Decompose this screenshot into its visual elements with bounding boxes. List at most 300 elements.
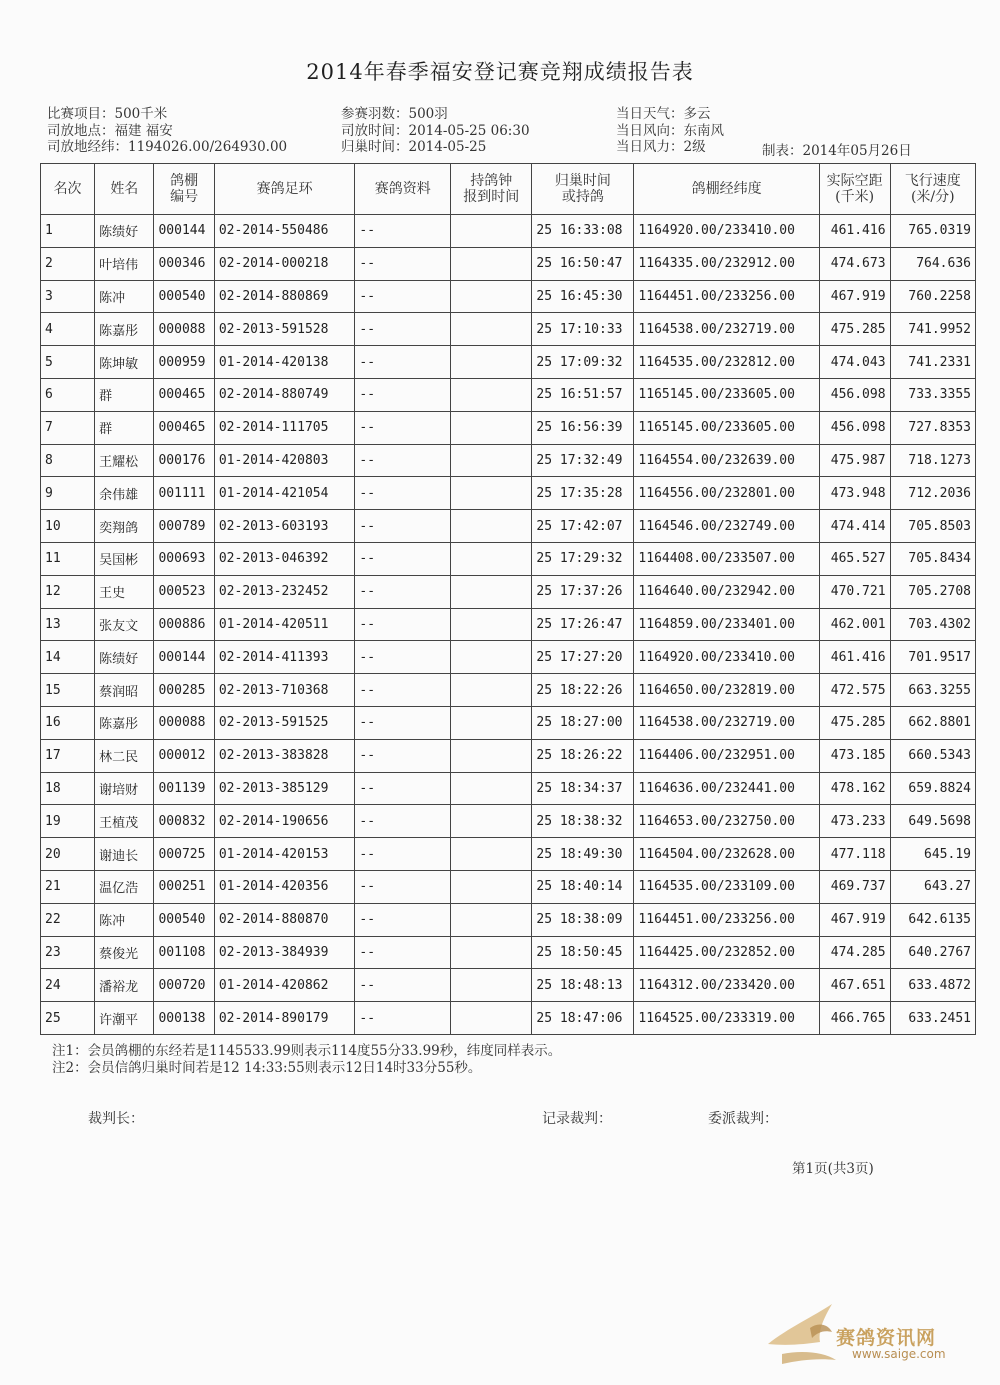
cell-pigeon-info: --	[355, 215, 451, 248]
cell-loft-coords: 1164653.00/232750.00	[634, 805, 819, 838]
header-loft-id: 鸽棚 编号	[154, 164, 214, 215]
cell-loft-id: 000725	[154, 838, 214, 871]
cell-clock-time	[451, 411, 532, 444]
table-row	[41, 247, 976, 280]
cell-rank: 18	[41, 772, 95, 805]
cell-speed: 633.2451	[890, 1002, 975, 1035]
table-row	[41, 772, 976, 805]
cell-rank: 17	[41, 739, 95, 772]
cell-ring: 02-2014-000218	[214, 247, 355, 280]
cell-distance: 474.043	[819, 346, 890, 379]
cell-clock-time	[451, 247, 532, 280]
header-name: 姓名	[95, 164, 154, 215]
cell-distance: 466.765	[819, 1002, 890, 1035]
cell-rank: 10	[41, 510, 95, 543]
cell-clock-time	[451, 346, 532, 379]
cell-clock-time	[451, 280, 532, 313]
cell-pigeon-info: --	[355, 575, 451, 608]
table-row	[41, 542, 976, 575]
cell-name: 张友文	[95, 608, 154, 641]
cell-return-time: 25 16:51:57	[532, 378, 634, 411]
cell-speed: 643.27	[890, 870, 975, 903]
cell-speed: 718.1273	[890, 444, 975, 477]
cell-ring: 02-2014-550486	[214, 215, 355, 248]
table-row	[41, 838, 976, 871]
cell-clock-time	[451, 542, 532, 575]
table-row	[41, 936, 976, 969]
cell-loft-id: 000959	[154, 346, 214, 379]
header-pigeon-info: 赛鸽资料	[355, 164, 451, 215]
cell-rank: 5	[41, 346, 95, 379]
cell-clock-time	[451, 706, 532, 739]
cell-ring: 02-2014-890179	[214, 1002, 355, 1035]
cell-loft-coords: 1165145.00/233605.00	[634, 378, 819, 411]
cell-name: 林二民	[95, 739, 154, 772]
cell-speed: 741.2331	[890, 346, 975, 379]
cell-pigeon-info: --	[355, 542, 451, 575]
cell-name: 陈坤敏	[95, 346, 154, 379]
cell-pigeon-info: --	[355, 247, 451, 280]
cell-clock-time	[451, 870, 532, 903]
cell-loft-id: 000465	[154, 378, 214, 411]
cell-loft-coords: 1164538.00/232719.00	[634, 706, 819, 739]
header-speed: 飞行速度 (米/分)	[890, 164, 975, 215]
cell-loft-coords: 1164451.00/233256.00	[634, 280, 819, 313]
table-row	[41, 706, 976, 739]
table-row	[41, 280, 976, 313]
cell-clock-time	[451, 510, 532, 543]
cell-clock-time	[451, 838, 532, 871]
cell-rank: 20	[41, 838, 95, 871]
cell-rank: 6	[41, 378, 95, 411]
cell-distance: 475.285	[819, 706, 890, 739]
cell-loft-coords: 1164451.00/233256.00	[634, 903, 819, 936]
cell-distance: 477.118	[819, 838, 890, 871]
cell-speed: 642.6135	[890, 903, 975, 936]
cell-loft-id: 000789	[154, 510, 214, 543]
cell-return-time: 25 16:56:39	[532, 411, 634, 444]
cell-distance: 475.987	[819, 444, 890, 477]
cell-distance: 467.919	[819, 280, 890, 313]
cell-rank: 12	[41, 575, 95, 608]
cell-speed: 701.9517	[890, 641, 975, 674]
table-row	[41, 608, 976, 641]
cell-ring: 02-2014-880869	[214, 280, 355, 313]
made-date: 制表：2014年05月26日	[762, 143, 912, 159]
cell-speed: 712.2036	[890, 477, 975, 510]
cell-speed: 663.3255	[890, 674, 975, 707]
cell-distance: 473.948	[819, 477, 890, 510]
cell-speed: 633.4872	[890, 969, 975, 1002]
cell-ring: 02-2014-190656	[214, 805, 355, 838]
cell-ring: 02-2013-232452	[214, 575, 355, 608]
cell-clock-time	[451, 444, 532, 477]
table-row	[41, 378, 976, 411]
cell-ring: 01-2014-420138	[214, 346, 355, 379]
cell-return-time: 25 16:50:47	[532, 247, 634, 280]
cell-loft-id: 001108	[154, 936, 214, 969]
cell-loft-coords: 1164859.00/233401.00	[634, 608, 819, 641]
table-row	[41, 346, 976, 379]
cell-ring: 02-2014-111705	[214, 411, 355, 444]
cell-return-time: 25 17:42:07	[532, 510, 634, 543]
cell-distance: 470.721	[819, 575, 890, 608]
table-row	[41, 510, 976, 543]
cell-name: 群	[95, 411, 154, 444]
cell-pigeon-info: --	[355, 936, 451, 969]
table-row	[41, 477, 976, 510]
cell-rank: 15	[41, 674, 95, 707]
cell-ring: 02-2013-046392	[214, 542, 355, 575]
table-row	[41, 641, 976, 674]
cell-loft-id: 000540	[154, 903, 214, 936]
cell-rank: 14	[41, 641, 95, 674]
cell-clock-time	[451, 674, 532, 707]
cell-pigeon-info: --	[355, 838, 451, 871]
cell-speed: 662.8801	[890, 706, 975, 739]
cell-return-time: 25 18:38:32	[532, 805, 634, 838]
cell-loft-id: 000138	[154, 1002, 214, 1035]
cell-speed: 727.8353	[890, 411, 975, 444]
meta-column-3	[616, 106, 724, 156]
cell-distance: 469.737	[819, 870, 890, 903]
cell-clock-time	[451, 477, 532, 510]
cell-speed: 645.19	[890, 838, 975, 871]
cell-loft-coords: 1164504.00/232628.00	[634, 838, 819, 871]
cell-loft-coords: 1164406.00/232951.00	[634, 739, 819, 772]
cell-speed: 703.4302	[890, 608, 975, 641]
record-judge-label: 记录裁判：	[542, 1111, 612, 1127]
cell-speed: 649.5698	[890, 805, 975, 838]
cell-rank: 24	[41, 969, 95, 1002]
cell-name: 许潮平	[95, 1002, 154, 1035]
cell-return-time: 25 18:49:30	[532, 838, 634, 871]
cell-return-time: 25 18:48:13	[532, 969, 634, 1002]
cell-name: 奕翔鸽	[95, 510, 154, 543]
cell-loft-id: 000693	[154, 542, 214, 575]
cell-loft-coords: 1164920.00/233410.00	[634, 215, 819, 248]
cell-loft-id: 000285	[154, 674, 214, 707]
cell-rank: 8	[41, 444, 95, 477]
cell-ring: 01-2014-421054	[214, 477, 355, 510]
watermark-url: www.saige.com	[852, 1347, 946, 1361]
header-rank: 名次	[41, 164, 95, 215]
wind-force: 当日风力：2级	[616, 139, 706, 155]
cell-clock-time	[451, 608, 532, 641]
cell-rank: 19	[41, 805, 95, 838]
delegate-judge-label: 委派裁判：	[708, 1111, 778, 1127]
cell-name: 蔡俊光	[95, 936, 154, 969]
cell-clock-time	[451, 1002, 532, 1035]
table-row	[41, 215, 976, 248]
cell-pigeon-info: --	[355, 772, 451, 805]
table-row	[41, 739, 976, 772]
cell-pigeon-info: --	[355, 903, 451, 936]
cell-loft-id: 000251	[154, 870, 214, 903]
table-row	[41, 444, 976, 477]
cell-distance: 474.673	[819, 247, 890, 280]
cell-ring: 02-2013-384939	[214, 936, 355, 969]
cell-rank: 7	[41, 411, 95, 444]
cell-clock-time	[451, 936, 532, 969]
note-2: 注2：会员信鸽归巢时间若是12 14:33:55则表示12日14时33分55秒。	[52, 1060, 482, 1076]
header-return-time: 归巢时间 或持鸽	[532, 164, 634, 215]
cell-clock-time	[451, 969, 532, 1002]
cell-loft-coords: 1164554.00/232639.00	[634, 444, 819, 477]
cell-ring: 02-2014-880749	[214, 378, 355, 411]
cell-name: 陈绩好	[95, 641, 154, 674]
cell-rank: 25	[41, 1002, 95, 1035]
cell-clock-time	[451, 641, 532, 674]
cell-name: 蔡润昭	[95, 674, 154, 707]
cell-rank: 4	[41, 313, 95, 346]
cell-return-time: 25 17:35:28	[532, 477, 634, 510]
cell-return-time: 25 18:38:09	[532, 903, 634, 936]
cell-loft-coords: 1164535.00/232812.00	[634, 346, 819, 379]
cell-ring: 01-2014-420356	[214, 870, 355, 903]
cell-ring: 01-2014-420862	[214, 969, 355, 1002]
cell-speed: 660.5343	[890, 739, 975, 772]
cell-pigeon-info: --	[355, 510, 451, 543]
header-clock-time: 持鸽钟 报到时间	[451, 164, 532, 215]
cell-pigeon-info: --	[355, 411, 451, 444]
cell-speed: 705.8503	[890, 510, 975, 543]
cell-ring: 02-2013-591525	[214, 706, 355, 739]
cell-return-time: 25 18:40:14	[532, 870, 634, 903]
cell-loft-id: 000832	[154, 805, 214, 838]
cell-pigeon-info: --	[355, 313, 451, 346]
cell-loft-coords: 1164535.00/233109.00	[634, 870, 819, 903]
cell-rank: 1	[41, 215, 95, 248]
race-item: 比赛项目：500千米	[47, 106, 168, 122]
cell-speed: 741.9952	[890, 313, 975, 346]
cell-loft-coords: 1164546.00/232749.00	[634, 510, 819, 543]
table-row	[41, 805, 976, 838]
cell-pigeon-info: --	[355, 346, 451, 379]
cell-loft-coords: 1164425.00/232852.00	[634, 936, 819, 969]
cell-pigeon-info: --	[355, 1002, 451, 1035]
table-row	[41, 674, 976, 707]
cell-name: 潘裕龙	[95, 969, 154, 1002]
cell-loft-coords: 1164650.00/232819.00	[634, 674, 819, 707]
cell-rank: 9	[41, 477, 95, 510]
meta-column-2	[341, 106, 530, 156]
cell-name: 陈嘉彤	[95, 313, 154, 346]
cell-return-time: 25 18:50:45	[532, 936, 634, 969]
cell-loft-id: 000523	[154, 575, 214, 608]
release-time: 司放时间：2014-05-25 06:30	[341, 122, 530, 139]
cell-ring: 01-2014-420153	[214, 838, 355, 871]
cell-distance: 472.575	[819, 674, 890, 707]
cell-speed: 640.2767	[890, 936, 975, 969]
header-loft-coords: 鸽棚经纬度	[634, 164, 819, 215]
cell-name: 陈冲	[95, 280, 154, 313]
note-1: 注1：会员鸽棚的东经若是1145533.99则表示114度55分33.99秒，纬度同样表示。	[52, 1043, 562, 1059]
cell-rank: 13	[41, 608, 95, 641]
cell-ring: 01-2014-420803	[214, 444, 355, 477]
cell-speed: 764.636	[890, 247, 975, 280]
cell-ring: 02-2013-383828	[214, 739, 355, 772]
cell-distance: 473.233	[819, 805, 890, 838]
cell-return-time: 25 18:26:22	[532, 739, 634, 772]
results-table	[40, 163, 976, 1035]
cell-distance: 475.285	[819, 313, 890, 346]
cell-ring: 02-2013-603193	[214, 510, 355, 543]
cell-distance: 456.098	[819, 378, 890, 411]
cell-ring: 02-2014-411393	[214, 641, 355, 674]
cell-pigeon-info: --	[355, 739, 451, 772]
cell-return-time: 25 18:27:00	[532, 706, 634, 739]
cell-name: 王植茂	[95, 805, 154, 838]
cell-pigeon-info: --	[355, 969, 451, 1002]
header-distance: 实际空距 (千米)	[819, 164, 890, 215]
cell-speed: 705.2708	[890, 575, 975, 608]
table-row	[41, 969, 976, 1002]
cell-speed: 705.8434	[890, 542, 975, 575]
table-header-row	[41, 164, 976, 215]
cell-loft-id: 000144	[154, 641, 214, 674]
cell-name: 陈绩好	[95, 215, 154, 248]
cell-clock-time	[451, 772, 532, 805]
cell-name: 陈冲	[95, 903, 154, 936]
cell-return-time: 25 16:45:30	[532, 280, 634, 313]
cell-loft-id: 000012	[154, 739, 214, 772]
cell-name: 王史	[95, 575, 154, 608]
cell-loft-coords: 1164312.00/233420.00	[634, 969, 819, 1002]
cell-ring: 02-2014-880870	[214, 903, 355, 936]
cell-return-time: 25 17:29:32	[532, 542, 634, 575]
cell-return-time: 25 17:37:26	[532, 575, 634, 608]
wind-direction: 当日风向：东南风	[616, 122, 724, 139]
cell-return-time: 25 18:34:37	[532, 772, 634, 805]
cell-clock-time	[451, 805, 532, 838]
cell-pigeon-info: --	[355, 378, 451, 411]
cell-speed: 765.0319	[890, 215, 975, 248]
cell-rank: 2	[41, 247, 95, 280]
cell-return-time: 25 17:32:49	[532, 444, 634, 477]
cell-rank: 22	[41, 903, 95, 936]
cell-clock-time	[451, 903, 532, 936]
cell-loft-coords: 1164920.00/233410.00	[634, 641, 819, 674]
cell-pigeon-info: --	[355, 805, 451, 838]
cell-pigeon-info: --	[355, 706, 451, 739]
table-row	[41, 903, 976, 936]
cell-speed: 733.3355	[890, 378, 975, 411]
cell-distance: 474.285	[819, 936, 890, 969]
cell-name: 吴国彬	[95, 542, 154, 575]
table-row	[41, 575, 976, 608]
cell-return-time: 25 17:26:47	[532, 608, 634, 641]
page-number: 第1页(共3页)	[792, 1161, 874, 1177]
cell-loft-coords: 1164636.00/232441.00	[634, 772, 819, 805]
cell-clock-time	[451, 378, 532, 411]
cell-distance: 456.098	[819, 411, 890, 444]
cell-distance: 473.185	[819, 739, 890, 772]
cell-name: 王耀松	[95, 444, 154, 477]
cell-pigeon-info: --	[355, 444, 451, 477]
cell-pigeon-info: --	[355, 674, 451, 707]
cell-distance: 474.414	[819, 510, 890, 543]
cell-ring: 02-2013-710368	[214, 674, 355, 707]
release-location: 司放地点：福建 福安	[47, 122, 173, 139]
cell-loft-coords: 1165145.00/233605.00	[634, 411, 819, 444]
report-title: 2014年春季福安登记赛竞翔成绩报告表	[306, 60, 694, 84]
watermark-name: 赛鸽资讯网	[836, 1327, 937, 1349]
cell-loft-id: 000144	[154, 215, 214, 248]
cell-rank: 21	[41, 870, 95, 903]
cell-loft-id: 000088	[154, 706, 214, 739]
cell-return-time: 25 17:27:20	[532, 641, 634, 674]
cell-distance: 467.651	[819, 969, 890, 1002]
cell-loft-id: 000176	[154, 444, 214, 477]
cell-name: 叶培伟	[95, 247, 154, 280]
table-row	[41, 870, 976, 903]
cell-return-time: 25 16:33:08	[532, 215, 634, 248]
cell-clock-time	[451, 313, 532, 346]
cell-pigeon-info: --	[355, 280, 451, 313]
cell-loft-id: 001111	[154, 477, 214, 510]
release-coordinates: 司放地经纬：1194026.00/264930.00	[47, 139, 288, 155]
cell-loft-coords: 1164538.00/232719.00	[634, 313, 819, 346]
header-ring: 赛鸽足环	[214, 164, 355, 215]
table-row	[41, 313, 976, 346]
cell-clock-time	[451, 739, 532, 772]
cell-rank: 23	[41, 936, 95, 969]
notes	[52, 1043, 561, 1077]
cell-pigeon-info: --	[355, 477, 451, 510]
cell-rank: 3	[41, 280, 95, 313]
cell-ring: 02-2013-385129	[214, 772, 355, 805]
cell-ring: 01-2014-420511	[214, 608, 355, 641]
cell-speed: 659.8824	[890, 772, 975, 805]
cell-loft-id: 000540	[154, 280, 214, 313]
cell-distance: 467.919	[819, 903, 890, 936]
cell-loft-id: 000346	[154, 247, 214, 280]
cell-pigeon-info: --	[355, 641, 451, 674]
cell-loft-coords: 1164640.00/232942.00	[634, 575, 819, 608]
cell-name: 群	[95, 378, 154, 411]
weather: 当日天气：多云	[616, 106, 711, 122]
cell-rank: 16	[41, 706, 95, 739]
cell-clock-time	[451, 575, 532, 608]
cell-loft-id: 000720	[154, 969, 214, 1002]
cell-pigeon-info: --	[355, 870, 451, 903]
cell-ring: 02-2013-591528	[214, 313, 355, 346]
cell-speed: 760.2258	[890, 280, 975, 313]
cell-loft-coords: 1164525.00/233319.00	[634, 1002, 819, 1035]
chief-judge-label: 裁判长：	[88, 1111, 144, 1127]
cell-loft-id: 001139	[154, 772, 214, 805]
return-date: 归巢时间：2014-05-25	[341, 139, 487, 155]
cell-name: 余伟雄	[95, 477, 154, 510]
cell-return-time: 25 17:10:33	[532, 313, 634, 346]
cell-distance: 461.416	[819, 641, 890, 674]
cell-name: 陈嘉彤	[95, 706, 154, 739]
table-row	[41, 1002, 976, 1035]
cell-distance: 462.001	[819, 608, 890, 641]
cell-loft-id: 000088	[154, 313, 214, 346]
cell-return-time: 25 18:47:06	[532, 1002, 634, 1035]
cell-return-time: 25 17:09:32	[532, 346, 634, 379]
meta-column-1	[47, 106, 287, 156]
cell-distance: 478.162	[819, 772, 890, 805]
cell-distance: 465.527	[819, 542, 890, 575]
cell-loft-coords: 1164335.00/232912.00	[634, 247, 819, 280]
cell-name: 温亿浩	[95, 870, 154, 903]
cell-loft-coords: 1164408.00/233507.00	[634, 542, 819, 575]
cell-rank: 11	[41, 542, 95, 575]
cell-name: 谢培财	[95, 772, 154, 805]
